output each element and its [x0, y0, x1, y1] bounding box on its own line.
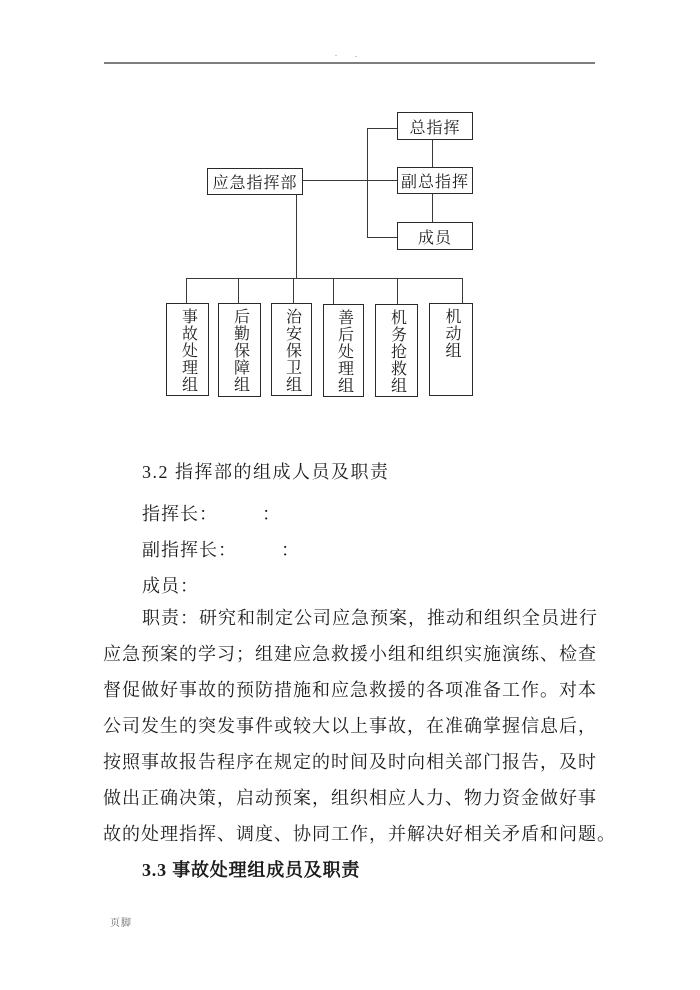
paragraph-line: 公司发生的突发事件或较大以上事故，在准确掌握信息后， [103, 716, 597, 736]
connector-stub-group-6 [462, 278, 463, 304]
connector-stub-group-5 [397, 278, 398, 305]
group-label: 机务抢救组 [388, 309, 406, 394]
roles-block [142, 496, 300, 604]
header-rule [104, 62, 595, 64]
paragraph-line: 故的处理指挥、调度、协同工作，并解决好相关矛盾和问题。 [103, 824, 616, 844]
connector-hq-drop [296, 194, 297, 278]
heading-3-2: 3.2 指挥部的组成人员及职责 [142, 462, 390, 482]
box-group-aftermath-handling [323, 304, 364, 397]
paragraph-line: 督促做好事故的预防措施和应急救援的各项准备工作。对本 [103, 680, 597, 700]
heading-3-3: 3.3 事故处理组成员及职责 [142, 860, 361, 880]
box-members: 成员 [397, 222, 473, 250]
box-group-security [271, 303, 312, 396]
paragraph-line: 按照事故报告程序在规定的时间及时向相关部门报告，及时 [103, 752, 597, 772]
header-mark-left: . [335, 49, 337, 58]
box-emergency-hq: 应急指挥部 [207, 168, 303, 195]
group-label: 事故处理组 [179, 308, 197, 393]
role-members: 成员： [142, 576, 199, 596]
connector-deputy-member [432, 194, 433, 222]
connector-hq-deputy [302, 180, 398, 181]
connector-stub-group-1 [186, 278, 187, 304]
group-label: 机动组 [443, 308, 460, 359]
paragraph-line: 职责：研究和制定公司应急预案，推动和组织全员进行 [142, 608, 598, 628]
connector-right-bracket [367, 128, 368, 238]
box-group-mobile [429, 303, 473, 396]
box-chief-commander: 总指挥 [397, 112, 473, 140]
connector-chief-deputy [432, 139, 433, 167]
connector-stub-group-4 [333, 278, 334, 305]
box-deputy-commander: 副总指挥 [397, 167, 473, 194]
group-label: 治安保卫组 [283, 308, 301, 393]
duties-paragraph [103, 600, 616, 852]
connector-stub-group-2 [238, 278, 239, 304]
footer-label: 页脚 [110, 918, 132, 929]
paragraph-line: 应急预案的学习；组建应急救援小组和组织实施演练、检查 [103, 644, 597, 664]
box-group-machinery-rescue [375, 304, 418, 397]
connector-bottom-rail [186, 278, 463, 279]
role-deputy-commander: 副指挥长： ： [142, 540, 300, 560]
paragraph-line: 做出正确决策，启动预案，组织相应人力、物力资金做好事 [103, 788, 597, 808]
role-commander: 指挥长： ： [142, 504, 281, 524]
connector-stub-chief [367, 128, 398, 129]
group-label: 善后处理组 [335, 309, 353, 394]
header-mark-right: . [355, 50, 357, 59]
connector-stub-member [367, 237, 398, 238]
box-group-accident-handling [166, 303, 209, 396]
connector-stub-group-3 [293, 278, 294, 304]
group-label: 后勤保障组 [231, 308, 249, 393]
box-group-logistics-support [218, 303, 261, 397]
